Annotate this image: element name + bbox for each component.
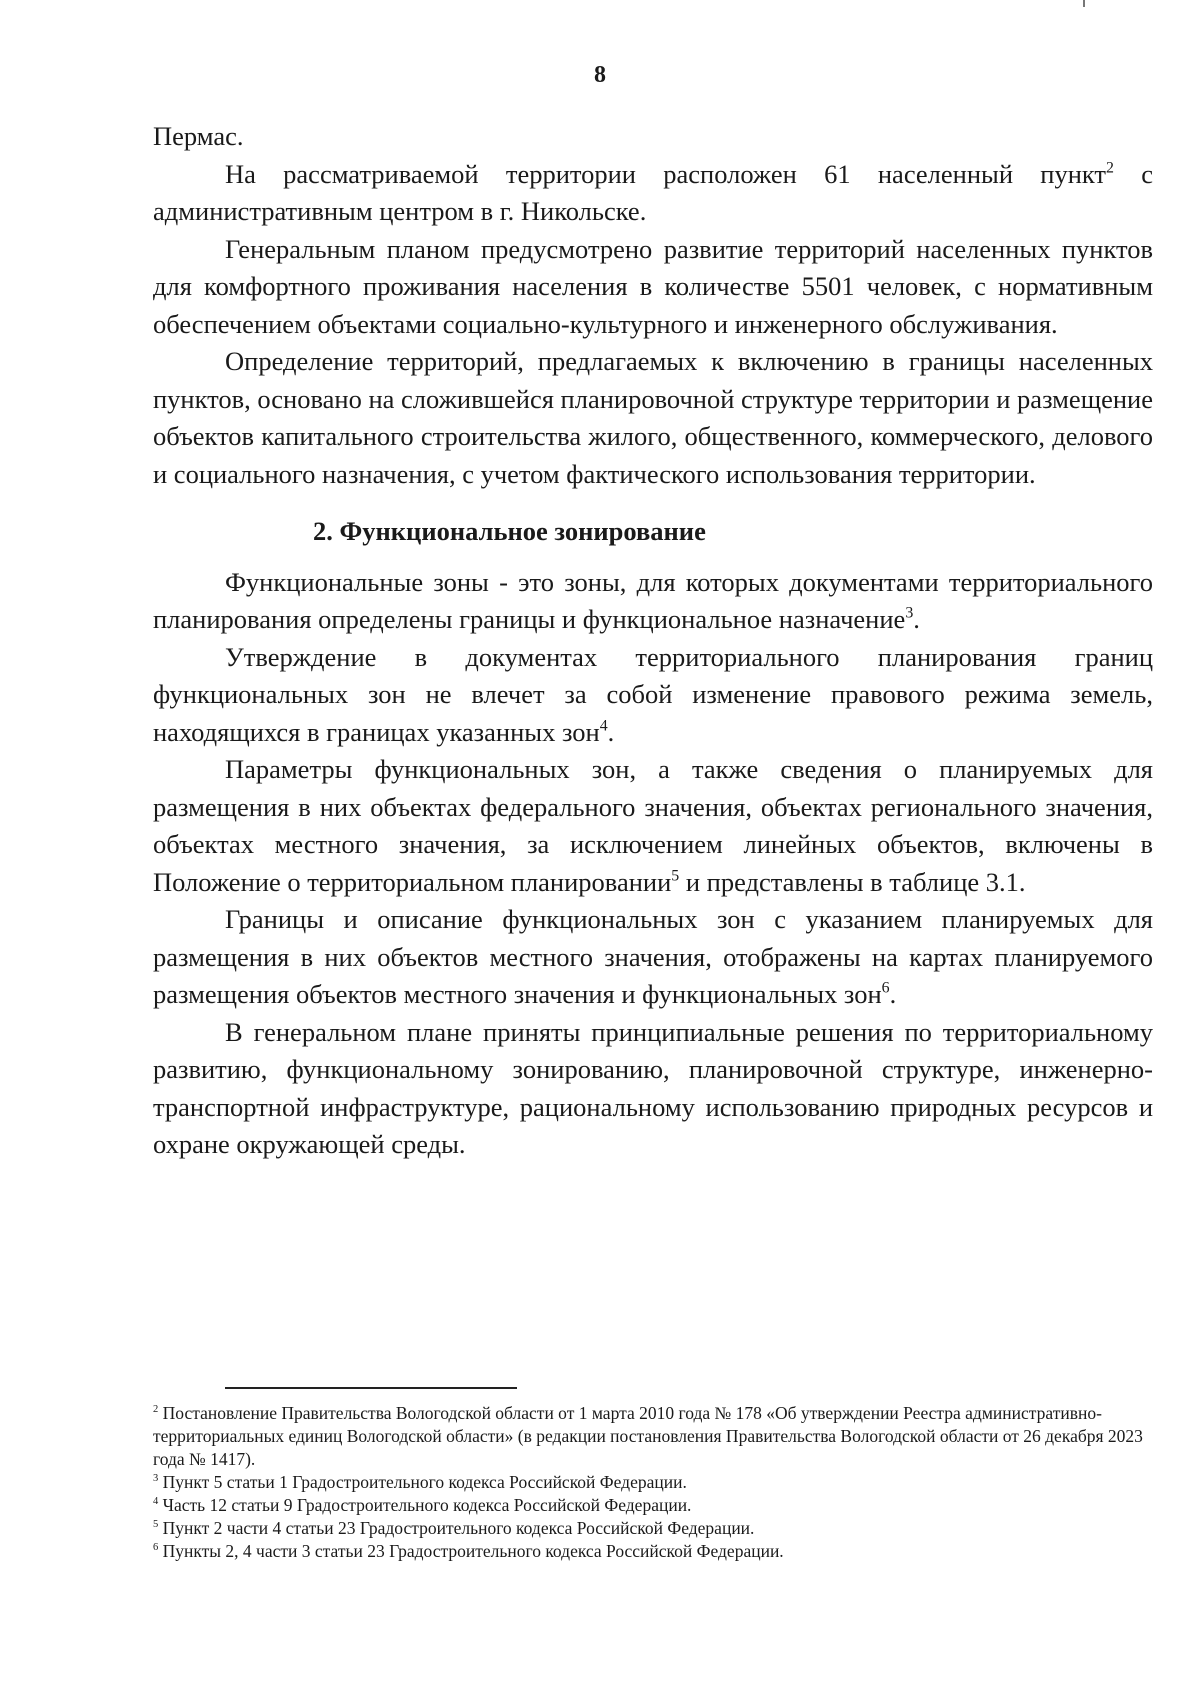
paragraph-text: и представлены в таблице 3.1.: [679, 866, 1026, 897]
footnotes: [153, 1402, 1153, 1563]
footnote: [153, 1402, 1153, 1471]
paragraph-text: Генеральным планом предусмотрено развитие территорий населенных пунктов для комфортного проживания населения в количестве 5501 человек, с нормативным обеспечением объектами социально-культурного и инженерного обслуживания.: [153, 233, 1153, 339]
section-heading: 2. Функциональное зонирование: [313, 516, 706, 546]
paragraph-text: Границы и описание функциональных зон с указанием планируемых для размещения в них объектов местного значения, отображены на картах планируемого размещения объектов местного значения и функциональных зон: [153, 904, 1153, 1009]
paragraph-text: Функциональные зоны - это зоны, для которых документами территориального планирования определены границы и функциональное назначение: [153, 566, 1153, 634]
footnote-ref: 4: [599, 717, 608, 735]
footnote-number: 2: [153, 1404, 159, 1416]
footnote-ref: 6: [881, 979, 890, 997]
footnote-number: 6: [153, 1542, 159, 1554]
scan-mark: [1083, 0, 1085, 7]
footnote-number: 5: [153, 1519, 159, 1531]
paragraph: [153, 751, 1153, 901]
footnote-text: Пункты 2, 4 части 3 статьи 23 Градостроительного кодекса Российской Федерации.: [158, 1541, 784, 1561]
footnote-text: Пункт 2 части 4 статьи 23 Градостроительного кодекса Российской Федерации.: [158, 1518, 755, 1538]
paragraph-text: с административным центром в г. Никольске.: [153, 158, 1153, 226]
paragraph-text: На рассматриваемой территории расположен 61 населенный пункт: [225, 158, 1106, 189]
paragraph-text: Утверждение в документах территориального планирования границ функциональных зон не влечет за собой изменение правового режима земель, находящихся в границах указанных зон: [153, 641, 1153, 747]
footnote: [153, 1517, 1153, 1540]
paragraph-continuation: [153, 118, 1153, 156]
paragraph-text: Параметры функциональных зон, а также сведения о планируемых для размещения в них объектах федерального значения, объектах регионального значения, объектах местного значения, за исключением линейных объектов, включены в Положение о территориальном планировании: [153, 754, 1153, 897]
footnote-number: 3: [153, 1473, 159, 1485]
paragraph: [153, 639, 1153, 752]
footnote: [153, 1494, 1153, 1517]
paragraph-text: .: [607, 716, 615, 747]
document-body: [153, 118, 1153, 1164]
footnote-text: Часть 12 статьи 9 Градостроительного кодекса Российской Федерации.: [158, 1495, 692, 1515]
footnote-number: 4: [153, 1496, 159, 1508]
paragraph-text: .: [889, 979, 897, 1009]
paragraph-text: Пермас.: [153, 121, 244, 151]
paragraph: [153, 231, 1153, 344]
paragraph: [153, 343, 1153, 493]
paragraph: [153, 156, 1153, 231]
footnote-ref: 2: [1106, 159, 1114, 177]
footnote-ref: 5: [671, 867, 680, 885]
paragraph: [153, 1014, 1153, 1164]
footnote-text: Постановление Правительства Вологодской области от 1 марта 2010 года № 178 «Об утверждении Реестра административно-территориальных единиц Вологодской области» (в редакции постановления Правительства Вологодской области от 26 декабря 2023 года № 1417).: [153, 1403, 1143, 1469]
footnote-separator: [225, 1387, 517, 1389]
footnote-ref: 3: [905, 604, 914, 622]
footnote-text: Пункт 5 статьи 1 Градостроительного кодекса Российской Федерации.: [158, 1472, 687, 1492]
paragraph-text: .: [913, 604, 920, 634]
page-number: 8: [594, 62, 606, 88]
paragraph: [153, 901, 1153, 1014]
footnote: [153, 1471, 1153, 1494]
footnote: [153, 1540, 1153, 1563]
paragraph-text: В генеральном плане приняты принципиальные решения по территориальному развитию, функциональному зонированию, планировочной структуре, инженерно-транспортной инфраструктуре, рациональному использованию природных ресурсов и охране окружающей среды.: [153, 1016, 1153, 1159]
paragraph-text: Определение территорий, предлагаемых к включению в границы населенных пунктов, основано на сложившейся планировочной структуре территории и размещение объектов капитального строительства жилого, общественного, коммерческого, делового и социального назначения, с учетом фактического использования территории.: [153, 346, 1153, 489]
paragraph: [153, 564, 1153, 639]
